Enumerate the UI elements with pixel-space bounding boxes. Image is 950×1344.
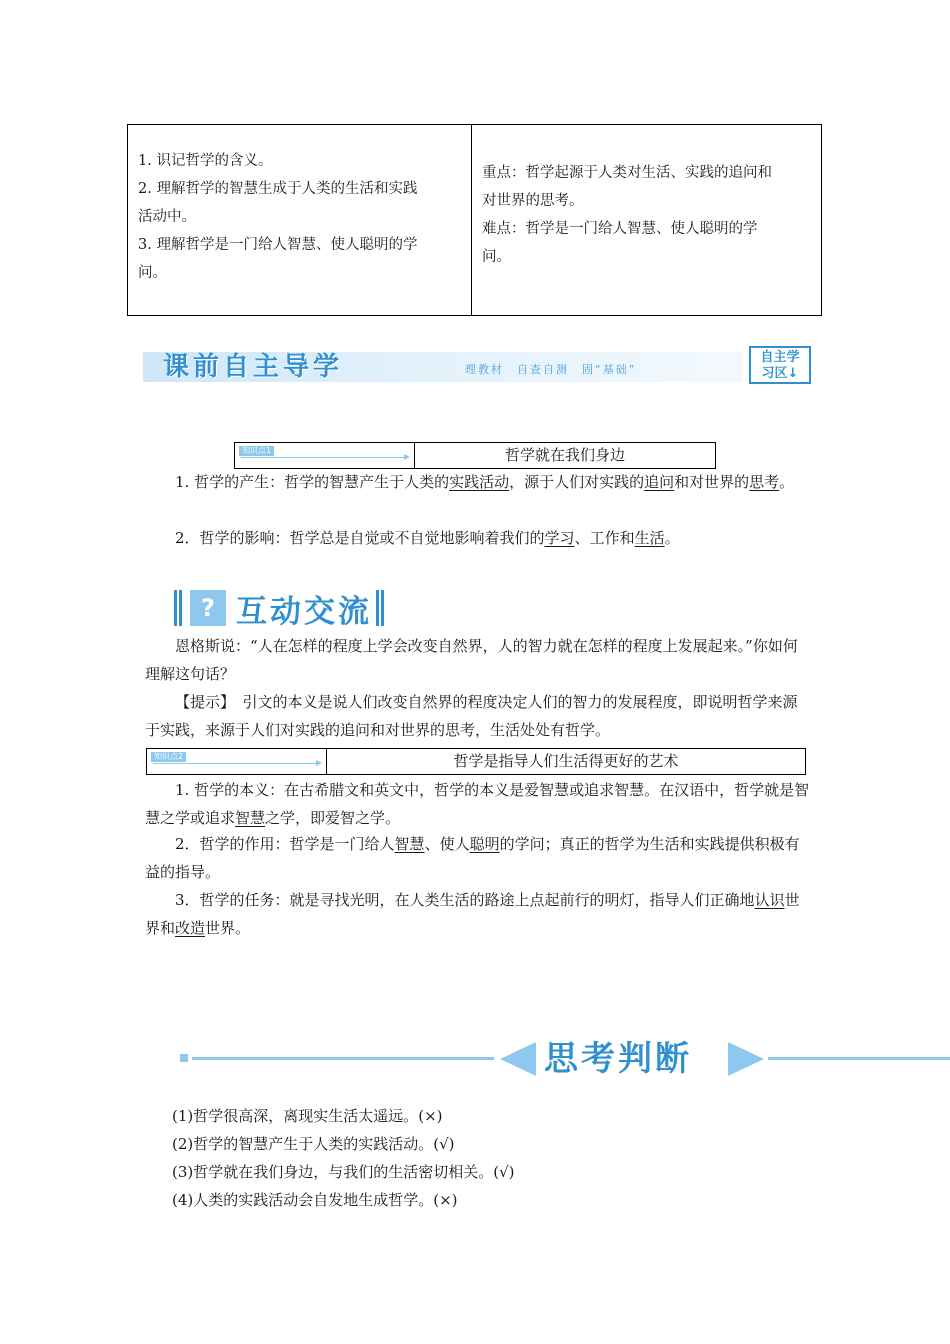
objectives-table — [127, 124, 822, 316]
section-title: 互动交流 — [236, 593, 372, 630]
text: 1. 哲学的产生：哲学的智慧产生于人类的 — [175, 473, 450, 491]
judgment-item: (3)哲学就在我们身边，与我们的生活密切相关。(√) — [172, 1163, 515, 1181]
knowledge-point-tag — [235, 443, 415, 468]
key-point-line: 重点：哲学起源于人类对生活、实践的追问和 — [482, 165, 772, 181]
objective-line: 1. 识记哲学的含义。 — [138, 153, 273, 169]
divider-line — [192, 1057, 494, 1060]
paragraph — [145, 524, 810, 552]
text: 。 — [664, 529, 680, 547]
double-bar-icon — [174, 590, 182, 626]
knowledge-point-badge: 知识点1 — [239, 446, 274, 456]
triangle-left-icon — [500, 1042, 536, 1076]
text: 。 — [779, 473, 795, 491]
text: 2．哲学的作用：哲学是一门给人 — [175, 835, 395, 853]
banner-title: 课前自主导学 — [163, 352, 344, 382]
paragraph — [145, 776, 810, 832]
knowledge-point-title: 哲学是指导人们生活得更好的艺术 — [453, 752, 679, 770]
text: 、使人 — [424, 835, 470, 853]
text: 、工作和 — [574, 529, 635, 547]
self-study-zone-button[interactable] — [749, 346, 811, 384]
blank-answer: 追问 — [644, 473, 675, 491]
paragraph — [145, 886, 810, 942]
triangle-right-icon — [728, 1042, 764, 1076]
objective-line: 3. 理解哲学是一门给人智慧、使人聪明的学 — [138, 237, 418, 253]
question-text: 恩格斯说：“人在怎样的程度上学会改变自然界，人的智力就在怎样的程度上发展起来。”你如何理解这句话？ — [145, 637, 798, 683]
knowledge-point-tag — [147, 749, 327, 774]
banner-subtitle: 理教材 自查自测 固“基础” — [465, 363, 637, 376]
objective-line: 活动中。 — [138, 209, 196, 225]
objective-line: 2. 理解哲学的智慧生成于人类的生活和实践 — [138, 181, 418, 197]
key-point-line: 难点：哲学是一门给人智慧、使人聪明的学 — [482, 221, 758, 237]
text: 2．哲学的影响：哲学总是自觉或不自觉地影响着我们的 — [175, 529, 545, 547]
knowledge-point-2-bar — [146, 748, 806, 775]
text: 和对世界的 — [674, 473, 750, 491]
objective-line: 问。 — [138, 265, 167, 281]
blank-answer: 实践活动 — [449, 473, 510, 491]
blank-answer: 智慧 — [394, 835, 425, 853]
key-points-cell — [472, 125, 821, 315]
blank-answer: 智慧 — [235, 809, 266, 827]
judgment-item: (2)哲学的智慧产生于人类的实践活动。(√) — [172, 1135, 455, 1153]
text: 3．哲学的任务：就是寻找光明，在人类生活的路途上点起前行的明灯，指导人们正确地 — [175, 891, 755, 909]
objectives-cell — [128, 125, 472, 315]
key-point-line: 对世界的思考。 — [482, 193, 584, 209]
arrow-right-icon — [153, 763, 320, 764]
paragraph — [145, 830, 810, 886]
text: 世界。 — [205, 919, 251, 937]
text: ，源于人们对实践的 — [509, 473, 645, 491]
blank-answer: 聪明 — [469, 835, 500, 853]
hint-label: 【提示】 — [175, 693, 228, 711]
judgment-item: (4)人类的实践活动会自发地生成哲学。(×) — [172, 1191, 458, 1209]
section-title: 思考判断 — [544, 1039, 692, 1079]
text: 之学，即爱智之学。 — [265, 809, 401, 827]
blank-answer: 思考 — [749, 473, 780, 491]
zone-line-1: 自主学 — [760, 350, 800, 365]
section-banner — [143, 346, 815, 388]
question-mark-icon: ? — [190, 590, 226, 626]
key-point-line: 问。 — [482, 249, 511, 265]
paragraph — [145, 468, 810, 496]
interactive-exchange-header — [174, 588, 384, 628]
text: 世界和 — [145, 891, 800, 937]
blank-answer: 学习 — [544, 529, 575, 547]
text: 的学问；真正的哲学为生活和实践提供积极有益的指导。 — [145, 835, 800, 881]
double-bar-icon — [376, 590, 384, 626]
divider-line — [768, 1057, 950, 1060]
text: 1. 哲学的本义：在古希腊文和英文中，哲学的本义是爱智慧或追求智慧。在汉语中，哲学就是智慧之学或追求 — [145, 781, 810, 827]
judgment-list — [172, 1102, 515, 1214]
bullet-square-icon — [180, 1054, 188, 1062]
blank-answer: 认识 — [754, 891, 785, 909]
blank-answer: 改造 — [175, 919, 206, 937]
hint-text: 引文的本义是说人们改变自然界的程度决定人们的智力的发展程度，即说明哲学来源于实践，来源于人们对实践的追问和对世界的思考，生活处处有哲学。 — [145, 693, 798, 739]
judgment-item: (1)哲学很高深，离现实生活太遥远。(×) — [172, 1107, 443, 1125]
zone-line-2: 习区↓ — [761, 366, 799, 381]
blank-answer: 生活 — [634, 529, 665, 547]
hint-paragraph — [145, 688, 810, 744]
knowledge-point-title: 哲学就在我们身边 — [504, 446, 625, 464]
think-judge-header — [180, 1038, 950, 1082]
arrow-right-icon — [241, 457, 408, 458]
knowledge-point-badge: 知识点2 — [151, 752, 186, 762]
knowledge-point-1-bar — [234, 442, 716, 469]
